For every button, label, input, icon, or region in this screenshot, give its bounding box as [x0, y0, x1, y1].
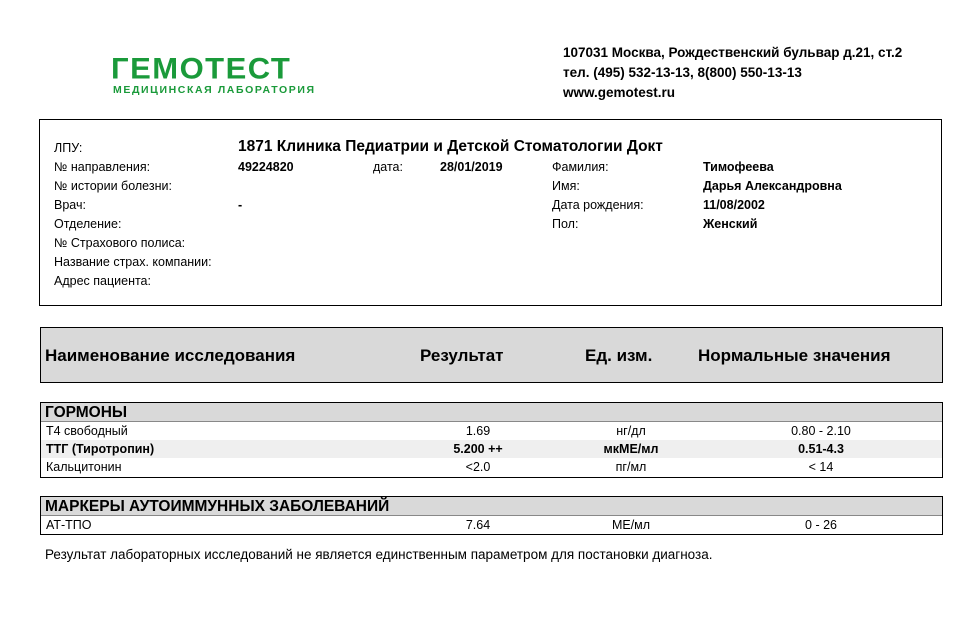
test-unit: мкМЕ/мл [603, 442, 659, 456]
test-unit: пг/мл [615, 460, 647, 474]
table-row-highlighted [41, 440, 942, 458]
header-test-name: Наименование исследования [45, 346, 296, 365]
sex-value: Женский [703, 217, 758, 231]
test-norm: < 14 [808, 460, 834, 474]
date-label: дата: [373, 160, 403, 174]
referral-label: № направления: [54, 160, 151, 174]
table-row [41, 422, 942, 440]
header-unit: Ед. изм. [585, 346, 653, 365]
lab-address: 107031 Москва, Рождественский бульвар д.21, ст.2 [563, 45, 903, 60]
test-result: 5.200 ++ [453, 442, 503, 456]
lpu-label: ЛПУ: [54, 141, 83, 155]
test-name: ТТГ (Тиротропин) [46, 442, 155, 456]
surname-value: Тимофеева [703, 160, 774, 174]
lab-website[interactable]: www.gemotest.ru [563, 85, 676, 100]
test-name: АТ-ТПО [46, 518, 92, 532]
date-value: 28/01/2019 [440, 160, 503, 174]
section-autoimmune-markers [40, 496, 943, 535]
clinic-name: 1871 Клиника Педиатрии и Детской Стоматологии Докт [238, 138, 663, 155]
test-result: <2.0 [465, 460, 491, 474]
test-unit: нг/дл [616, 424, 646, 438]
insurance-label: № Страхового полиса: [54, 236, 186, 250]
header-result: Результат [420, 346, 504, 365]
logo-subtitle: МЕДИЦИНСКАЯ ЛАБОРАТОРИЯ [113, 84, 316, 96]
test-result: 7.64 [465, 518, 491, 532]
section-hormones [40, 402, 943, 478]
referral-value: 49224820 [238, 160, 294, 174]
patient-address-label: Адрес пациента: [54, 274, 151, 288]
header-norm: Нормальные значения [698, 346, 891, 365]
history-label: № истории болезни: [54, 179, 172, 193]
table-row [41, 516, 942, 534]
lab-phone: тел. (495) 532-13-13, 8(800) 550-13-13 [563, 65, 802, 80]
dob-value: 11/08/2002 [703, 198, 765, 212]
insurer-label: Название страх. компании: [54, 255, 212, 269]
name-value: Дарья Александровна [703, 179, 842, 193]
section-title: МАРКЕРЫ АУТОИММУННЫХ ЗАБОЛЕВАНИЙ [41, 497, 942, 516]
logo-wordmark: ГЕМОТЕСТ [111, 52, 292, 86]
doctor-label: Врач: [54, 198, 86, 212]
test-unit: МЕ/мл [611, 518, 651, 532]
table-row [41, 458, 942, 476]
test-name: Кальцитонин [46, 460, 122, 474]
name-label: Имя: [552, 179, 580, 193]
doctor-value: - [238, 198, 243, 212]
test-norm: 0.51-4.3 [798, 442, 844, 456]
surname-label: Фамилия: [552, 160, 609, 174]
section-title: ГОРМОНЫ [41, 403, 942, 422]
test-result: 1.69 [465, 424, 491, 438]
test-name: Т4 свободный [46, 424, 128, 438]
disclaimer-note: Результат лабораторных исследований не является единственным параметром для постановки диагноза. [45, 547, 713, 562]
dob-label: Дата рождения: [552, 198, 644, 212]
test-norm: 0 - 26 [805, 518, 837, 532]
sex-label: Пол: [552, 217, 579, 231]
department-label: Отделение: [54, 217, 122, 231]
test-norm: 0.80 - 2.10 [791, 424, 851, 438]
